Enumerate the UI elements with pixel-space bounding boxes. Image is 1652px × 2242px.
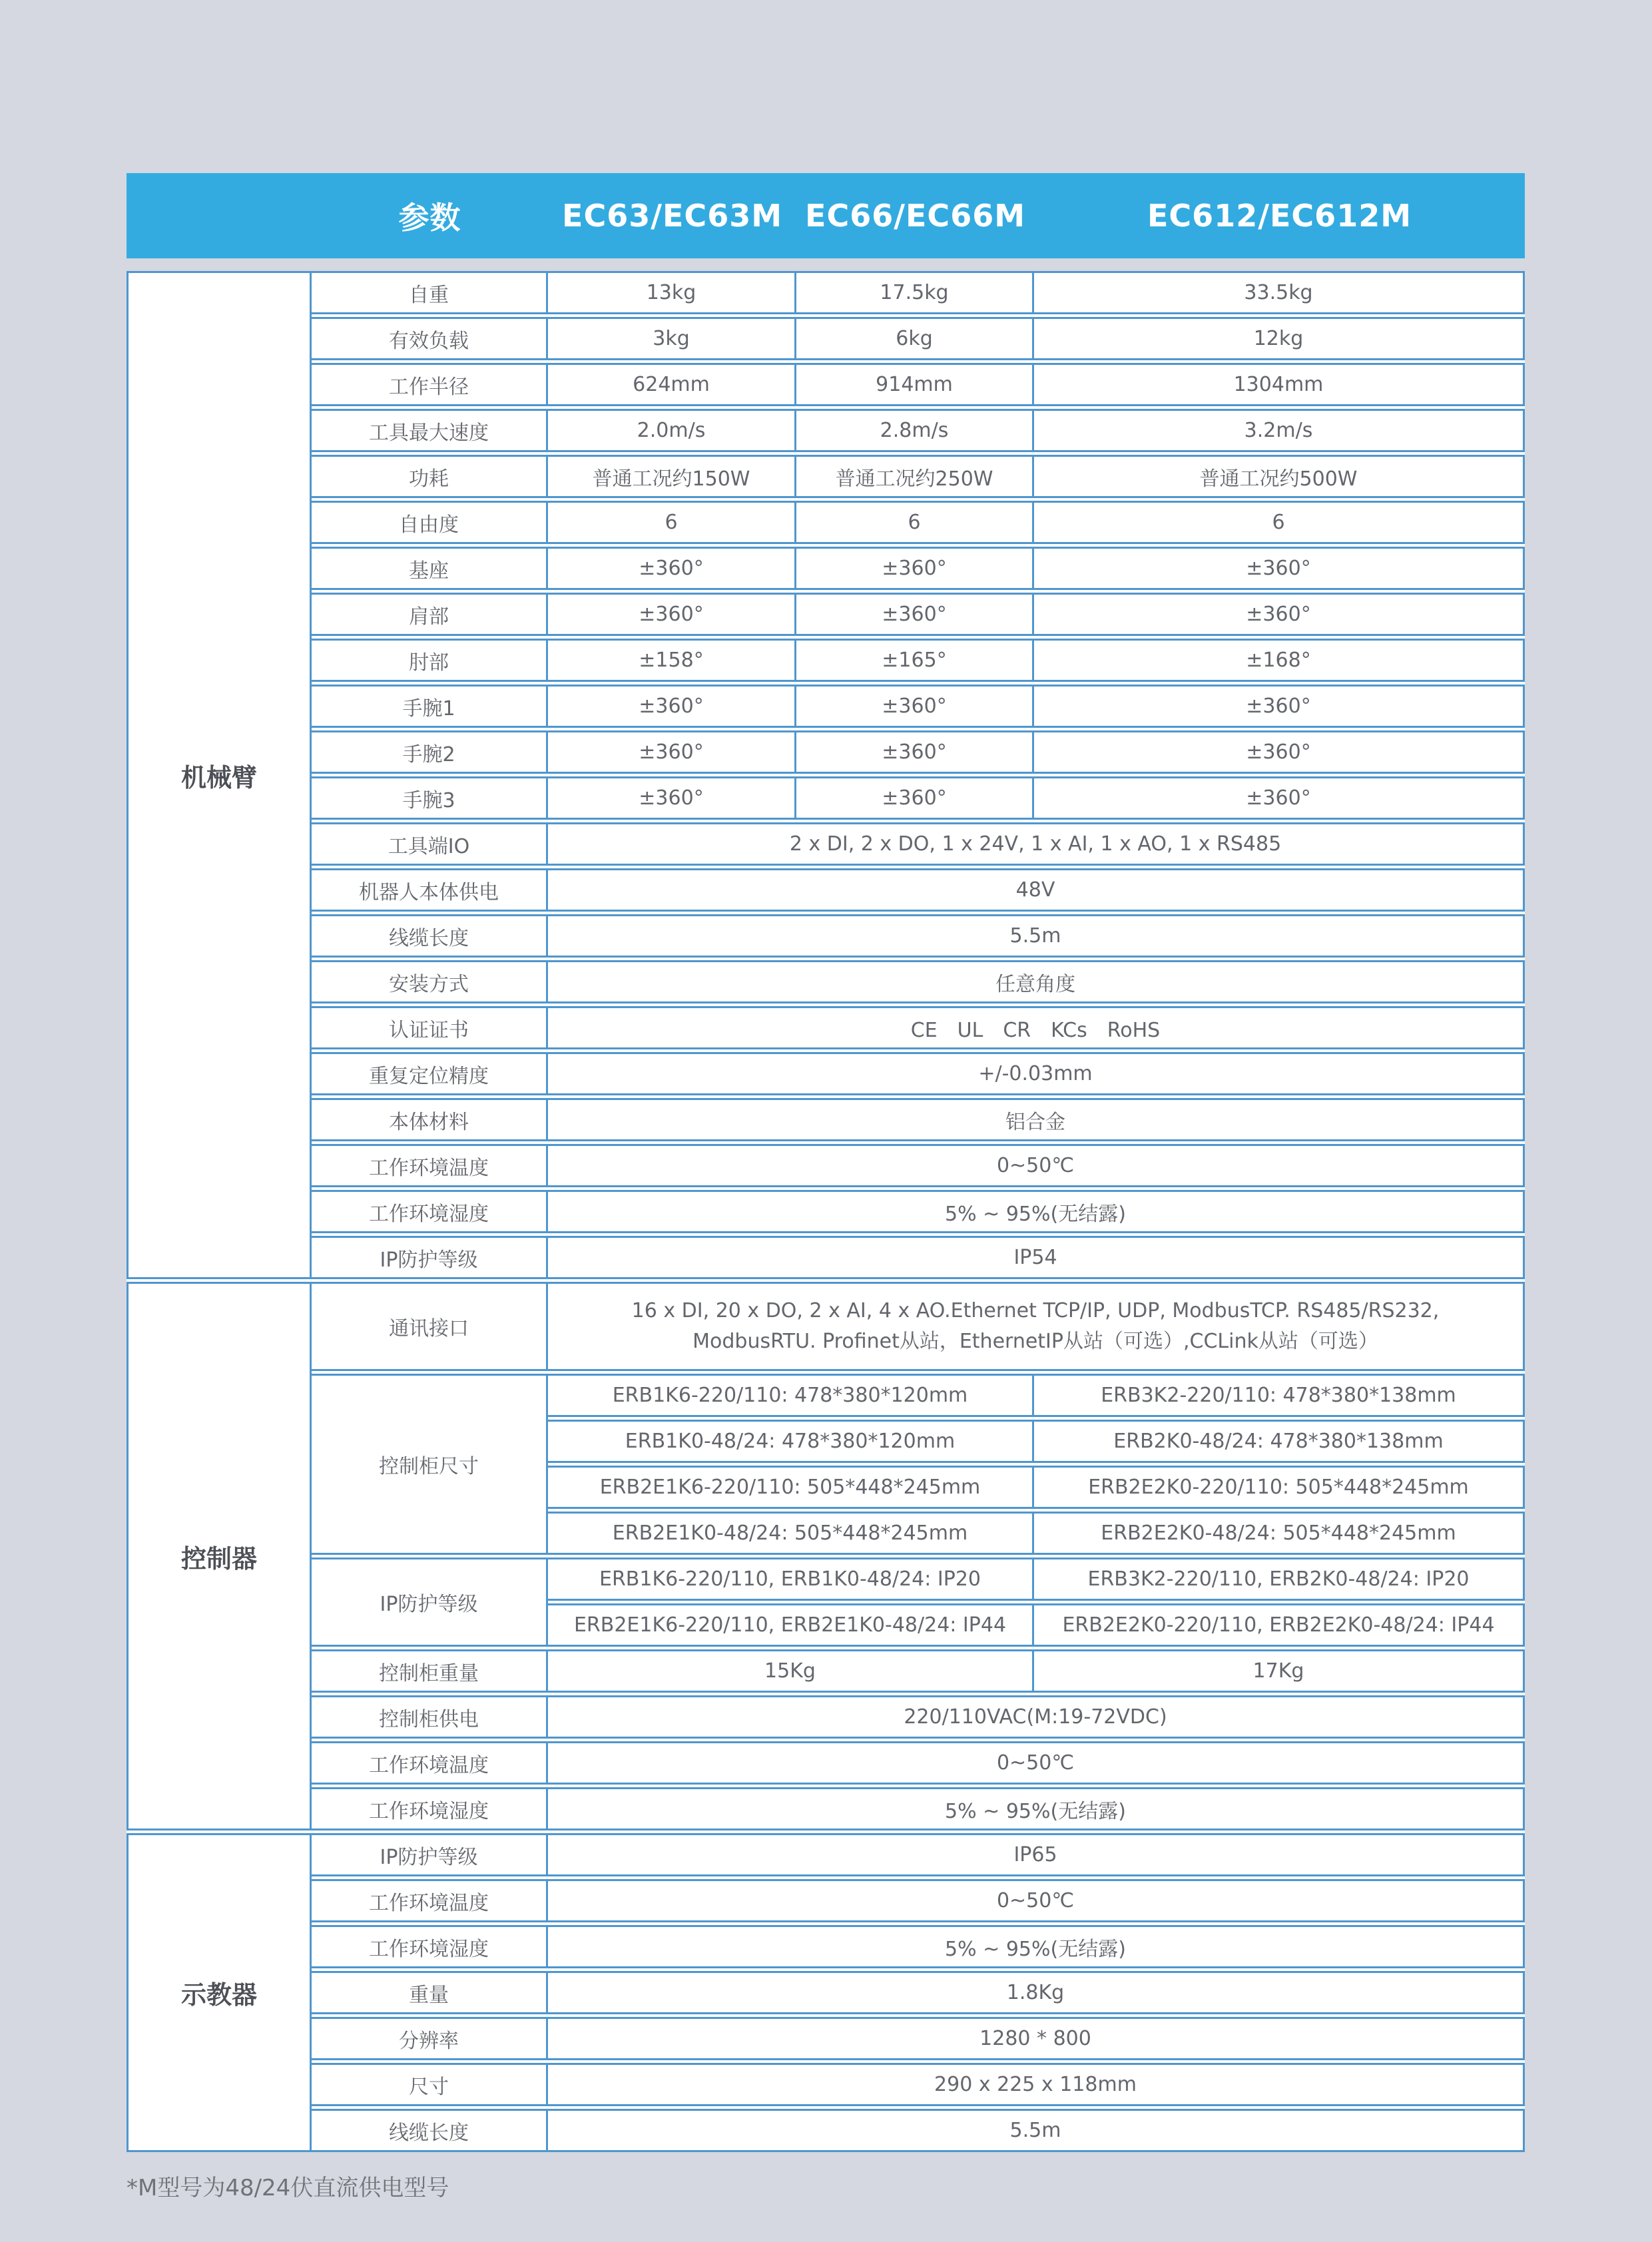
- table-row: [310, 1971, 1525, 2014]
- table-row: [310, 1787, 1525, 1830]
- param-value: 220/110VAC(M:19-72VDC): [546, 1697, 1523, 1737]
- param-value: 普通工况约150W: [546, 457, 794, 496]
- param-label: 线缆长度: [389, 926, 469, 950]
- param-value: ERB1K6-220/110, ERB1K0-48/24: IP20: [599, 1567, 981, 1591]
- param-value: 任意角度: [546, 962, 1523, 1001]
- param-label: 工作环境温度: [369, 1156, 489, 1180]
- param-label: 工作环境湿度: [369, 1937, 489, 1961]
- table-row: [310, 1649, 1525, 1693]
- param-value: 3kg: [546, 319, 794, 358]
- table-row: [310, 776, 1525, 820]
- param-value: [546, 1284, 1523, 1369]
- param-value: 1304mm: [1032, 365, 1523, 404]
- header-param: 参数: [398, 200, 461, 236]
- param-value: 5.5m: [546, 916, 1523, 956]
- category-cell-robot-arm: 机械臂: [127, 271, 312, 1279]
- param-value: IP54: [546, 1238, 1523, 1277]
- param-value: 5% ~ 95%(无结露): [546, 1192, 1523, 1231]
- param-label: 分辨率: [399, 2029, 459, 2053]
- table-row: [546, 1603, 1525, 1647]
- table-row: [310, 1833, 1525, 1876]
- param-value: 624mm: [546, 365, 794, 404]
- footnote: *M型号为48/24伏直流供电型号: [127, 2175, 449, 2201]
- param-label: 控制柜尺寸: [310, 1374, 548, 1555]
- param-label: 控制柜重量: [379, 1661, 479, 1685]
- table-row: [310, 1282, 1525, 1371]
- section-rows: [310, 271, 1525, 1279]
- param-label: 手腕1: [402, 697, 455, 720]
- param-value: 0~50℃: [546, 1146, 1523, 1185]
- param-value: ±360°: [794, 549, 1032, 588]
- param-value: 12kg: [1032, 319, 1523, 358]
- param-value: 48V: [546, 870, 1523, 910]
- param-value: ±360°: [794, 778, 1032, 818]
- section-controller: [127, 1282, 1525, 1830]
- table-row: [310, 685, 1525, 728]
- table-row: [546, 1374, 1525, 1417]
- table-row: [310, 2109, 1525, 2152]
- param-value: 15Kg: [546, 1651, 1032, 1691]
- section-robot-arm: [127, 271, 1525, 1279]
- param-label: IP防护等级: [380, 1845, 478, 1869]
- param-value: 5.5m: [546, 2111, 1523, 2150]
- param-label: 工具最大速度: [369, 421, 489, 445]
- param-value: ERB2E2K0-220/110: 505*448*245mm: [1032, 1468, 1523, 1507]
- param-value: ±360°: [794, 687, 1032, 726]
- param-label: 安装方式: [389, 972, 469, 996]
- param-value: 3.2m/s: [1032, 411, 1523, 450]
- table-row: [310, 1098, 1525, 1141]
- param-value: ERB2E1K0-48/24: 505*448*245mm: [612, 1522, 968, 1545]
- param-value: 6: [794, 503, 1032, 542]
- param-value: ±360°: [794, 595, 1032, 634]
- param-value: IP65: [546, 1835, 1523, 1874]
- param-label: 线缆长度: [389, 2121, 469, 2145]
- param-value: CE UL CR KCs RoHS: [546, 1008, 1523, 1047]
- table-row: [310, 409, 1525, 452]
- param-label: 重量: [409, 1983, 449, 2007]
- table-row: [310, 1879, 1525, 1922]
- param-value: ±360°: [1032, 687, 1523, 726]
- param-value: 17.5kg: [794, 273, 1032, 312]
- table-row: [310, 1741, 1525, 1785]
- param-value: ERB1K0-48/24: 478*380*120mm: [625, 1430, 956, 1453]
- param-value: ERB3K2-220/110, ERB2K0-48/24: IP20: [1032, 1559, 1523, 1599]
- param-label: 工作环境湿度: [369, 1799, 489, 1823]
- param-value: ERB3K2-220/110: 478*380*138mm: [1032, 1376, 1523, 1415]
- param-value: 6: [546, 503, 794, 542]
- param-label: 工作半径: [389, 375, 469, 399]
- param-label: 工作环境湿度: [369, 1202, 489, 1226]
- table-row: [546, 1466, 1525, 1509]
- param-value: ±360°: [546, 732, 794, 772]
- header-model-ec612: EC612/EC612M: [1147, 198, 1412, 234]
- param-value: 5% ~ 95%(无结露): [546, 1789, 1523, 1828]
- table-row: [310, 547, 1525, 590]
- table-row: [310, 1925, 1525, 1968]
- param-label: 手腕2: [402, 742, 455, 766]
- param-value: 5% ~ 95%(无结露): [546, 1927, 1523, 1966]
- param-value: ±360°: [1032, 778, 1523, 818]
- section-rows: [310, 1282, 1525, 1830]
- table-row: [310, 960, 1525, 1003]
- param-label: 工具端IO: [388, 834, 470, 858]
- group-rows: [546, 1374, 1525, 1555]
- param-value: 290 x 225 x 118mm: [546, 2065, 1523, 2104]
- table-row: [310, 593, 1525, 636]
- param-value-line: ModbusRTU. Profinet从站，EthernetIP从站（可选）,CCLink从站（可选）: [692, 1330, 1378, 1353]
- param-value: 0~50℃: [546, 1881, 1523, 1920]
- param-value: ERB2E2K0-48/24: 505*448*245mm: [1032, 1514, 1523, 1553]
- param-value: ERB2E2K0-220/110, ERB2E2K0-48/24: IP44: [1032, 1605, 1523, 1645]
- param-label: 重复定位精度: [369, 1064, 489, 1088]
- param-value: ERB1K6-220/110: 478*380*120mm: [612, 1384, 968, 1407]
- table-row: [310, 501, 1525, 544]
- param-value: 2 x DI, 2 x DO, 1 x 24V, 1 x AI, 1 x AO, 1 x RS485: [546, 824, 1523, 864]
- table-row: [546, 1512, 1525, 1555]
- table-row: [310, 822, 1525, 866]
- param-value: 2.0m/s: [546, 411, 794, 450]
- param-value: 1.8Kg: [546, 1973, 1523, 2012]
- param-label: IP防护等级: [380, 1248, 478, 1272]
- param-value: ±360°: [546, 549, 794, 588]
- table-row: [310, 317, 1525, 360]
- param-value: ±360°: [1032, 732, 1523, 772]
- param-value: ±360°: [546, 595, 794, 634]
- table-row: [310, 455, 1525, 498]
- param-label: 功耗: [409, 467, 449, 491]
- param-value: ±158°: [546, 641, 794, 680]
- param-value: ±165°: [794, 641, 1032, 680]
- param-value: 6: [1032, 503, 1523, 542]
- table-row: [310, 639, 1525, 682]
- param-label: 认证证书: [389, 1018, 469, 1042]
- param-value: 普通工况约250W: [794, 457, 1032, 496]
- param-value: ±360°: [794, 732, 1032, 772]
- table-header: [127, 173, 1525, 258]
- table-row: [310, 2063, 1525, 2106]
- param-value: 33.5kg: [1032, 273, 1523, 312]
- param-value: 6kg: [794, 319, 1032, 358]
- param-label: 控制柜供电: [379, 1707, 479, 1731]
- table-row: [546, 1557, 1525, 1601]
- section-teach-pendant: [127, 1833, 1525, 2152]
- param-label: 自由度: [399, 513, 459, 537]
- row-group: [310, 1557, 1525, 1647]
- table-row: [310, 1695, 1525, 1739]
- param-value: ±360°: [1032, 549, 1523, 588]
- param-value: ±360°: [546, 687, 794, 726]
- param-label: 自重: [409, 283, 449, 307]
- param-label: 通讯接口: [389, 1317, 469, 1340]
- header-model-ec66: EC66/EC66M: [805, 198, 1025, 234]
- table-row: [310, 1190, 1525, 1233]
- param-label: 基座: [409, 559, 449, 583]
- table-row: [310, 868, 1525, 912]
- param-label: 有效负载: [389, 329, 469, 353]
- table-row: [310, 1236, 1525, 1279]
- category-cell-teach-pendant: 示教器: [127, 1833, 312, 2152]
- param-label: 工作环境温度: [369, 1753, 489, 1777]
- param-value-line: 16 x DI, 20 x DO, 2 x AI, 4 x AO.Ethernet TCP/IP, UDP, ModbusTCP. RS485/RS232,: [631, 1298, 1440, 1322]
- param-value: 914mm: [794, 365, 1032, 404]
- param-label: 本体材料: [389, 1110, 469, 1134]
- param-value: 13kg: [546, 273, 794, 312]
- param-value: ERB2K0-48/24: 478*380*138mm: [1032, 1422, 1523, 1461]
- param-value: 2.8m/s: [794, 411, 1032, 450]
- param-label: 工作环境温度: [369, 1891, 489, 1915]
- param-value: 铝合金: [546, 1100, 1523, 1139]
- table-row: [310, 914, 1525, 958]
- table-row: [310, 2017, 1525, 2060]
- table-row: [310, 730, 1525, 774]
- param-label: IP防护等级: [310, 1557, 548, 1647]
- table-row: [310, 271, 1525, 314]
- row-group: [310, 1374, 1525, 1555]
- table-row: [310, 1144, 1525, 1187]
- param-value: +/-0.03mm: [546, 1054, 1523, 1093]
- table-body: [127, 271, 1525, 2152]
- param-value: ±360°: [546, 778, 794, 818]
- param-value: ERB2E1K6-220/110: 505*448*245mm: [599, 1476, 981, 1499]
- table-row: [310, 1006, 1525, 1049]
- param-label: 手腕3: [402, 788, 455, 812]
- category-cell-controller: 控制器: [127, 1282, 312, 1830]
- table-row: [310, 363, 1525, 406]
- param-label: 尺寸: [409, 2075, 449, 2099]
- param-value: ±360°: [1032, 595, 1523, 634]
- spec-sheet: [127, 173, 1525, 2202]
- param-value: 1280 * 800: [546, 2019, 1523, 2058]
- param-value: ±168°: [1032, 641, 1523, 680]
- param-label: 肘部: [409, 651, 449, 675]
- table-row: [546, 1420, 1525, 1463]
- group-rows: [546, 1557, 1525, 1647]
- section-rows: [310, 1833, 1525, 2152]
- param-label: 肩部: [409, 605, 449, 629]
- param-value: 普通工况约500W: [1032, 457, 1523, 496]
- param-label: 机器人本体供电: [359, 880, 499, 904]
- header-model-ec63: EC63/EC63M: [562, 198, 782, 234]
- param-value: 0~50℃: [546, 1743, 1523, 1783]
- param-value: 17Kg: [1032, 1651, 1523, 1691]
- param-value: ERB2E1K6-220/110, ERB2E1K0-48/24: IP44: [573, 1613, 1007, 1637]
- table-row: [310, 1052, 1525, 1095]
